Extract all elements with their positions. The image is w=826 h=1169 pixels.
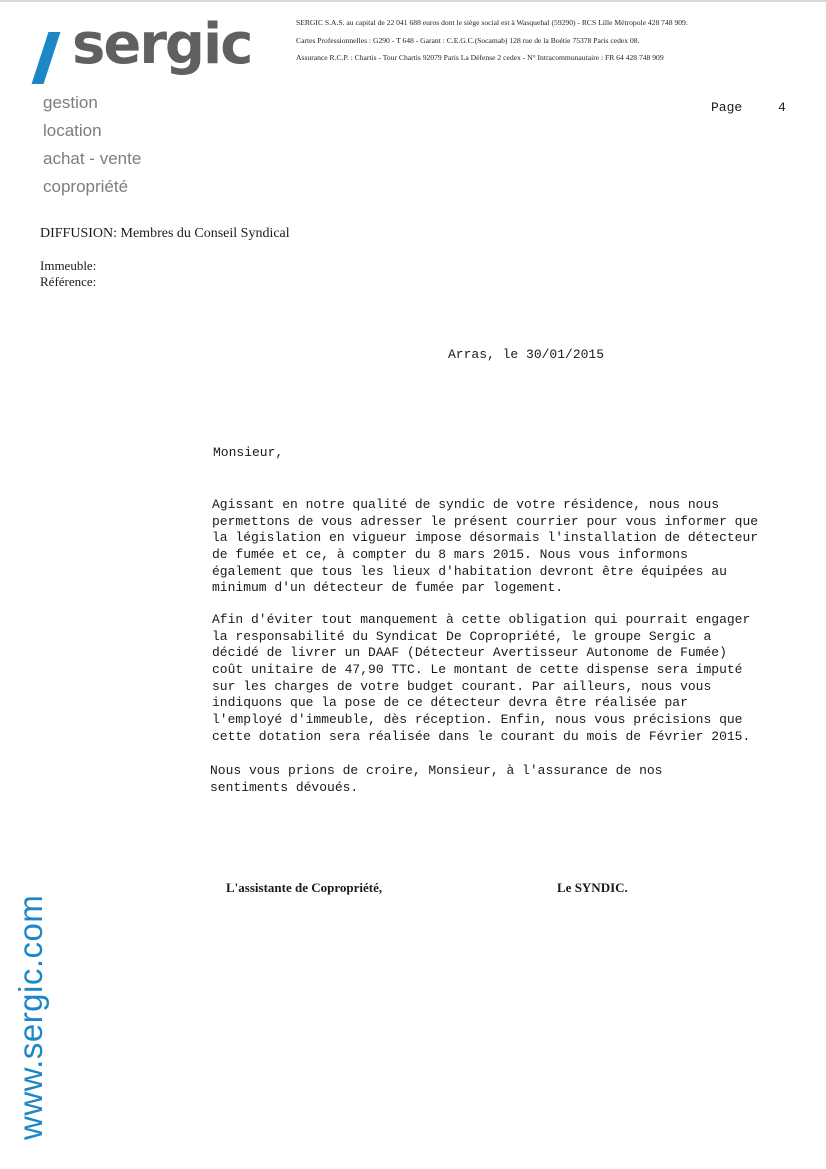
paragraph-line: cette dotation sera réalisée dans le courant du mois de Février 2015. bbox=[212, 728, 751, 744]
service-achat-vente: achat - vente bbox=[43, 149, 142, 168]
page-label: Page bbox=[711, 100, 743, 115]
top-border bbox=[0, 0, 826, 2]
legal-line-3: Assurance R.C.P. : Chartis - Tour Chartis 92079 Paris La Défense 2 cedex - N° Intracommunautaire : FR 64 428 748 909 bbox=[296, 53, 664, 62]
paragraph-line: minimum d'un détecteur de fumée par logement. bbox=[212, 580, 564, 596]
paragraph-line: Afin d'éviter tout manquement à cette obligation qui pourrait engager bbox=[212, 612, 751, 627]
paragraph-line: coût unitaire de 47,90 TTC. Le montant de cette dispense sera imputé bbox=[212, 662, 743, 678]
paragraph-line: permettons de vous adresser le présent courrier pour vous informer que bbox=[212, 513, 759, 529]
service-location: location bbox=[43, 121, 102, 140]
service-gestion: gestion bbox=[43, 93, 98, 112]
paragraph-3 bbox=[210, 763, 810, 796]
logo-slash-icon bbox=[32, 32, 61, 84]
paragraph-1 bbox=[212, 497, 812, 597]
paragraph-line: Nous vous prions de croire, Monsieur, à l'assurance de nos bbox=[210, 763, 663, 778]
logo-wordmark: sergic bbox=[72, 12, 252, 77]
immeuble-label: Immeuble: bbox=[40, 258, 97, 273]
paragraph-2 bbox=[212, 612, 812, 746]
paragraph-line: la responsabilité du Syndicat De Copropriété, le groupe Sergic a bbox=[212, 628, 712, 644]
paragraph-line: la législation en vigueur impose désormais l'installation de détecteur bbox=[212, 530, 759, 546]
paragraph-line: sur les charges de votre budget courant. Par ailleurs, nous vous bbox=[212, 678, 712, 694]
paragraph-line: de fumée et ce, à compter du 8 mars 2015. Nous vous informons bbox=[212, 547, 688, 563]
salutation: Monsieur, bbox=[213, 445, 284, 460]
diffusion-line: DIFFUSION: Membres du Conseil Syndical bbox=[40, 226, 290, 241]
service-copropriete: copropriété bbox=[43, 177, 129, 196]
paragraph-line: sentiments dévoués. bbox=[210, 779, 359, 795]
legal-line-2: Cartes Professionnelles : G290 - T 648 - Garant : C.E.G.C.(Socamab) 128 rue de la Boétie 75378 Paris cedex 08. bbox=[296, 36, 640, 45]
signature-syndic: Le SYNDIC. bbox=[557, 880, 628, 895]
paragraph-line: l'employé d'immeuble, dès réception. Enfin, nous vous précisions que bbox=[212, 712, 743, 728]
page-number: 4 bbox=[778, 100, 786, 115]
signature-assistante: L'assistante de Copropriété, bbox=[226, 880, 383, 895]
legal-line-1: SERGIC S.A.S. au capital de 22 041 688 euros dont le siège social est à Wasquehal (59290) - RCS Lille Métropole 428 748 909. bbox=[296, 18, 688, 27]
paragraph-line: décidé de livrer un DAAF (Détecteur Avertisseur Autonome de Fumée) bbox=[212, 645, 727, 661]
paragraph-line: indiquons que la pose de ce détecteur devra être réalisée par bbox=[212, 695, 688, 711]
paragraph-line: Agissant en notre qualité de syndic de votre résidence, nous nous bbox=[212, 497, 720, 512]
date-line: Arras, le 30/01/2015 bbox=[448, 347, 605, 362]
reference-label: Référence: bbox=[40, 274, 97, 289]
sergic-logo bbox=[38, 12, 258, 88]
website-vertical: www.sergic.com bbox=[12, 894, 49, 1140]
paragraph-line: également que tous les lieux d'habitation devront être équipées au bbox=[212, 563, 727, 579]
